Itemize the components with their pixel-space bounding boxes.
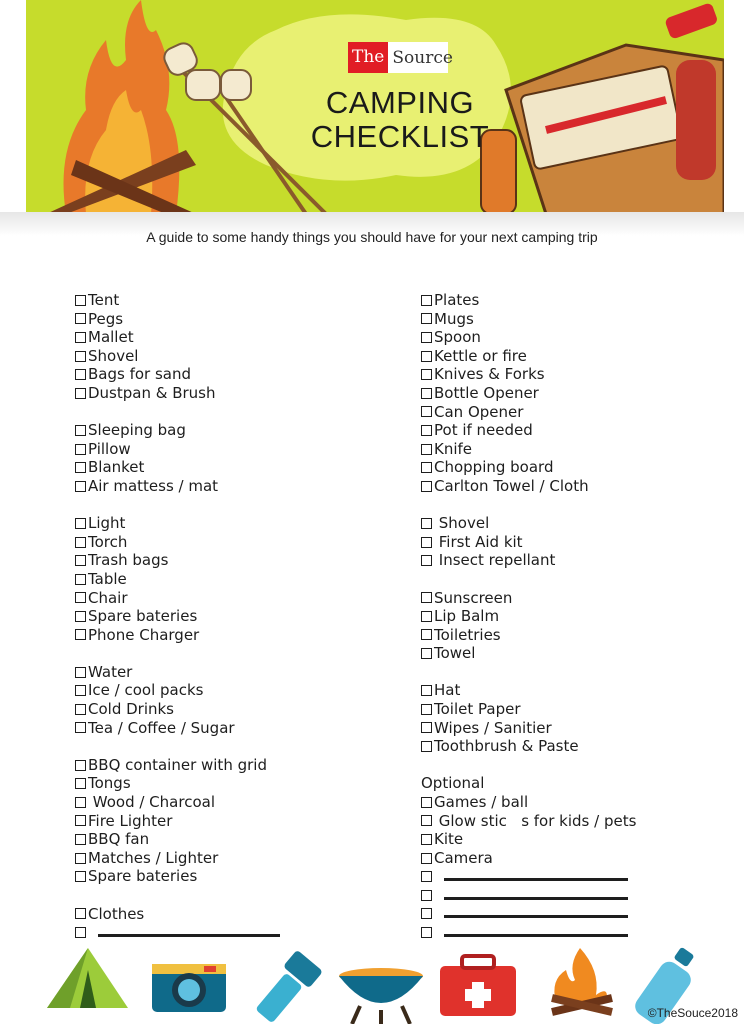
checkbox[interactable]: [75, 388, 86, 399]
checklist-item: [75, 328, 280, 347]
checkbox[interactable]: [421, 797, 432, 808]
checkbox[interactable]: [75, 481, 86, 492]
title-line-1: CAMPING: [325, 85, 475, 120]
checklist-item: [75, 347, 280, 366]
brand-logo: [348, 42, 453, 73]
title-line-2: CHECKLIST: [310, 119, 490, 154]
checkbox[interactable]: [75, 685, 86, 696]
checklist-item: [75, 793, 280, 812]
checklist-item: [421, 440, 636, 459]
checklist-item-label: Tea / Coffee / Sugar: [88, 718, 235, 737]
checklist-item: [421, 477, 636, 496]
checklist-item-label: Carlton Towel / Cloth: [434, 476, 589, 495]
checkbox[interactable]: [421, 834, 432, 845]
checklist-item: [421, 793, 636, 812]
cooking-pot-icon: [339, 968, 423, 1024]
checklist-item-label: Clothes: [88, 904, 145, 923]
checklist-item-label: Toiletries: [434, 625, 501, 644]
checklist-item: [421, 830, 636, 849]
checklist-item: [421, 347, 636, 366]
checklist-item: [421, 719, 636, 738]
checkbox[interactable]: [421, 406, 432, 417]
checklist-item-label: Light: [88, 514, 126, 533]
checklist-item-label: Tongs: [88, 774, 131, 793]
checkbox[interactable]: [421, 629, 432, 640]
checklist-item-label: Insect repellant: [434, 551, 556, 570]
blank-entry: [421, 867, 636, 886]
checkbox[interactable]: [421, 908, 432, 919]
checkbox[interactable]: [421, 295, 432, 306]
checklist-item: [421, 551, 636, 570]
checklist-item-label: Pillow: [88, 439, 131, 458]
checkbox[interactable]: [421, 425, 432, 436]
checklist-item-label: Glow stic s for kids / pets: [434, 811, 637, 830]
checklist-item-label: Games / ball: [434, 793, 529, 812]
checkbox[interactable]: [75, 704, 86, 715]
checkbox[interactable]: [75, 871, 86, 882]
checklist-item: [421, 589, 636, 608]
checklist-item-label: Knife: [434, 439, 473, 458]
checklist-item: [75, 681, 280, 700]
checklist-item-label: Knives & Forks: [434, 365, 545, 384]
checklist-item-label: Bags for sand: [88, 365, 192, 384]
checkbox[interactable]: [75, 760, 86, 771]
checklist-item-label: Air mattess / mat: [88, 476, 219, 495]
group-spacer: [75, 886, 280, 905]
group-spacer: [75, 403, 280, 422]
blank-entry: [75, 923, 280, 942]
checkbox[interactable]: [421, 592, 432, 603]
checklist-item: [75, 477, 280, 496]
checkbox[interactable]: [75, 927, 86, 938]
checklist-item-label: Mugs: [434, 309, 474, 328]
checklist-item: [421, 421, 636, 440]
subtitle: A guide to some handy things you should have for your next camping trip: [146, 229, 598, 245]
checklist-item: [421, 310, 636, 329]
checkbox[interactable]: [421, 555, 432, 566]
checkbox[interactable]: [421, 741, 432, 752]
checkbox[interactable]: [75, 797, 86, 808]
checklist-item-label: Phone Charger: [88, 625, 200, 644]
write-in-line[interactable]: [444, 872, 628, 881]
checkbox[interactable]: [75, 537, 86, 548]
checklist-item: [75, 291, 280, 310]
checklist-item: [421, 812, 636, 831]
checklist-item-label: Spare bateries: [88, 867, 198, 886]
write-in-line[interactable]: [444, 928, 628, 937]
checklist-item-label: Towel: [434, 644, 476, 663]
checkbox[interactable]: [421, 444, 432, 455]
checkbox[interactable]: [421, 369, 432, 380]
checklist-item-label: Ice / cool packs: [88, 681, 204, 700]
checkbox[interactable]: [421, 927, 432, 938]
checklist-item-label: Can Opener: [434, 402, 524, 421]
checkbox[interactable]: [75, 444, 86, 455]
bonfire-illustration: [46, 0, 196, 214]
checkbox[interactable]: [421, 815, 432, 826]
checklist-item-label: Wipes / Sanitier: [434, 718, 552, 737]
checklist-item: [75, 812, 280, 831]
checklist-item: [75, 867, 280, 886]
blank-entry: [421, 905, 636, 924]
checklist-item-label: Trash bags: [88, 551, 169, 570]
checkbox[interactable]: [421, 518, 432, 529]
checklist-item-label: Chair: [88, 588, 128, 607]
checklist-item-label: Toilet Paper: [434, 700, 521, 719]
checkbox[interactable]: [421, 871, 432, 882]
checkbox[interactable]: [421, 611, 432, 622]
checkbox[interactable]: [421, 685, 432, 696]
checklist-item: [75, 589, 280, 608]
tent-icon: [47, 948, 128, 1008]
checkbox[interactable]: [75, 369, 86, 380]
checkbox[interactable]: [421, 481, 432, 492]
checklist-item-label: Fire Lighter: [88, 811, 173, 830]
checkbox[interactable]: [75, 425, 86, 436]
checkbox[interactable]: [75, 722, 86, 733]
checkbox[interactable]: [75, 313, 86, 324]
checklist-item-label: Camera: [434, 848, 493, 867]
checklist-item-label: BBQ container with grid: [88, 755, 267, 774]
checklist-item-label: Sleeping bag: [88, 421, 186, 440]
checkbox[interactable]: [75, 815, 86, 826]
group-spacer: [75, 644, 280, 663]
write-in-line[interactable]: [444, 909, 628, 918]
group-spacer: [421, 570, 636, 589]
checkbox[interactable]: [75, 611, 86, 622]
checkbox[interactable]: [75, 834, 86, 845]
checklist-item: [421, 514, 636, 533]
checklist-item-label: Matches / Lighter: [88, 848, 219, 867]
checklist-item-label: First Aid kit: [434, 532, 523, 551]
blank-entry: [421, 923, 636, 942]
checklist-item-label: Bottle Opener: [434, 383, 539, 402]
checkbox[interactable]: [421, 853, 432, 864]
right-checklist-column: [421, 291, 636, 942]
checkbox[interactable]: [75, 332, 86, 343]
checklist-item-label: Pot if needed: [434, 421, 533, 440]
checkbox[interactable]: [75, 462, 86, 473]
checklist-item-label: Spare bateries: [88, 607, 198, 626]
checklist-item: [75, 756, 280, 775]
checkbox[interactable]: [421, 648, 432, 659]
checklist-item: [421, 849, 636, 868]
checklist-item: [421, 384, 636, 403]
checkbox[interactable]: [421, 388, 432, 399]
checklist-item: [75, 310, 280, 329]
checklist-item-label: Dustpan & Brush: [88, 383, 216, 402]
checklist-item: [421, 644, 636, 663]
checklist-item-label: Toothbrush & Paste: [434, 737, 579, 756]
logo-the: The: [348, 42, 388, 73]
checkbox[interactable]: [421, 704, 432, 715]
checkbox[interactable]: [75, 667, 86, 678]
checklist-item-label: Hat: [434, 681, 461, 700]
checklist-item-label: Kettle or fire: [434, 346, 527, 365]
first-aid-kit-icon: [440, 956, 516, 1016]
checklist-item-label: Plates: [434, 291, 480, 309]
checklist-item-label: Tent: [88, 291, 120, 309]
checklist-item: [421, 607, 636, 626]
checkbox[interactable]: [421, 722, 432, 733]
checklist-item: [75, 533, 280, 552]
checklist-item: [75, 774, 280, 793]
checklist-item: [75, 719, 280, 738]
group-spacer: [421, 496, 636, 515]
checklist-item-label: Blanket: [88, 458, 145, 477]
checklist-item: [421, 737, 636, 756]
checklist-item: [75, 700, 280, 719]
write-in-line[interactable]: [98, 928, 280, 937]
checkbox[interactable]: [75, 574, 86, 585]
copyright-text: ©TheSouce2018: [647, 1006, 738, 1020]
checklist-item: [75, 626, 280, 645]
checklist-item-label: Chopping board: [434, 458, 554, 477]
checklist-item: [75, 514, 280, 533]
optional-heading: Optional: [421, 774, 485, 793]
checklist-item: [421, 291, 636, 310]
checklist-item-label: Lip Balm: [434, 607, 500, 626]
header-banner: [26, 0, 724, 214]
checklist-item: [75, 551, 280, 570]
group-spacer: [75, 496, 280, 515]
checklist-item-label: Cold Drinks: [88, 700, 175, 719]
checklist-item-label: Shovel: [88, 346, 139, 365]
checklist-item: [75, 440, 280, 459]
checklist-item-label: Torch: [88, 532, 128, 551]
checklist-item-label: Mallet: [88, 328, 134, 347]
blank-entry: [421, 886, 636, 905]
checkbox[interactable]: [75, 351, 86, 362]
checkbox[interactable]: [421, 332, 432, 343]
group-spacer: [75, 737, 280, 756]
checklist-item-label: Wood / Charcoal: [88, 793, 215, 812]
checklist-item: [75, 458, 280, 477]
checklist-item-label: Water: [88, 662, 133, 681]
checklist-item: [75, 607, 280, 626]
checklist-item-label: Table: [88, 569, 127, 588]
checklist-item: [421, 328, 636, 347]
checklist-item: [75, 570, 280, 589]
checklist-item-label: BBQ fan: [88, 830, 150, 849]
checklist-item: [75, 830, 280, 849]
campfire-icon: [552, 948, 612, 1012]
checklist-item-label: Spoon: [434, 328, 481, 347]
checklist-item: [75, 365, 280, 384]
checklist-item: [75, 905, 280, 924]
checkbox[interactable]: [75, 295, 86, 306]
checklist-item: [75, 663, 280, 682]
checklist-item: [421, 458, 636, 477]
group-spacer: [421, 756, 636, 775]
checkbox[interactable]: [75, 853, 86, 864]
checklist-item: [75, 849, 280, 868]
checklist-item: [421, 626, 636, 645]
checkbox[interactable]: [421, 890, 432, 901]
checklist-item: [421, 700, 636, 719]
bottom-icon-strip: [0, 940, 744, 1024]
checklist-item: [421, 681, 636, 700]
checklist-item-label: Pegs: [88, 309, 124, 328]
checklist-item: [421, 403, 636, 422]
checkbox[interactable]: [75, 555, 86, 566]
group-spacer: [421, 663, 636, 682]
checkbox[interactable]: [75, 778, 86, 789]
page-title: [256, 86, 544, 154]
checklist-item-label: Shovel: [434, 514, 490, 533]
checklist-item: [75, 421, 280, 440]
checkbox[interactable]: [75, 908, 86, 919]
checkbox[interactable]: [75, 629, 86, 640]
checklist-item-label: Kite: [434, 830, 464, 849]
left-checklist-column: [75, 291, 280, 942]
camera-icon: [152, 964, 226, 1012]
checklist-item: [421, 365, 636, 384]
checklist-item: [421, 533, 636, 552]
checklist-item-label: Sunscreen: [434, 588, 513, 607]
checkbox[interactable]: [421, 313, 432, 324]
checkbox[interactable]: [75, 518, 86, 529]
checkbox[interactable]: [421, 351, 432, 362]
flashlight-icon: [255, 950, 323, 1024]
logo-source: Source: [392, 47, 453, 68]
checkbox[interactable]: [421, 462, 432, 473]
write-in-line[interactable]: [444, 891, 628, 900]
checklist-item: [75, 384, 280, 403]
checkbox[interactable]: [75, 592, 86, 603]
checkbox[interactable]: [421, 537, 432, 548]
